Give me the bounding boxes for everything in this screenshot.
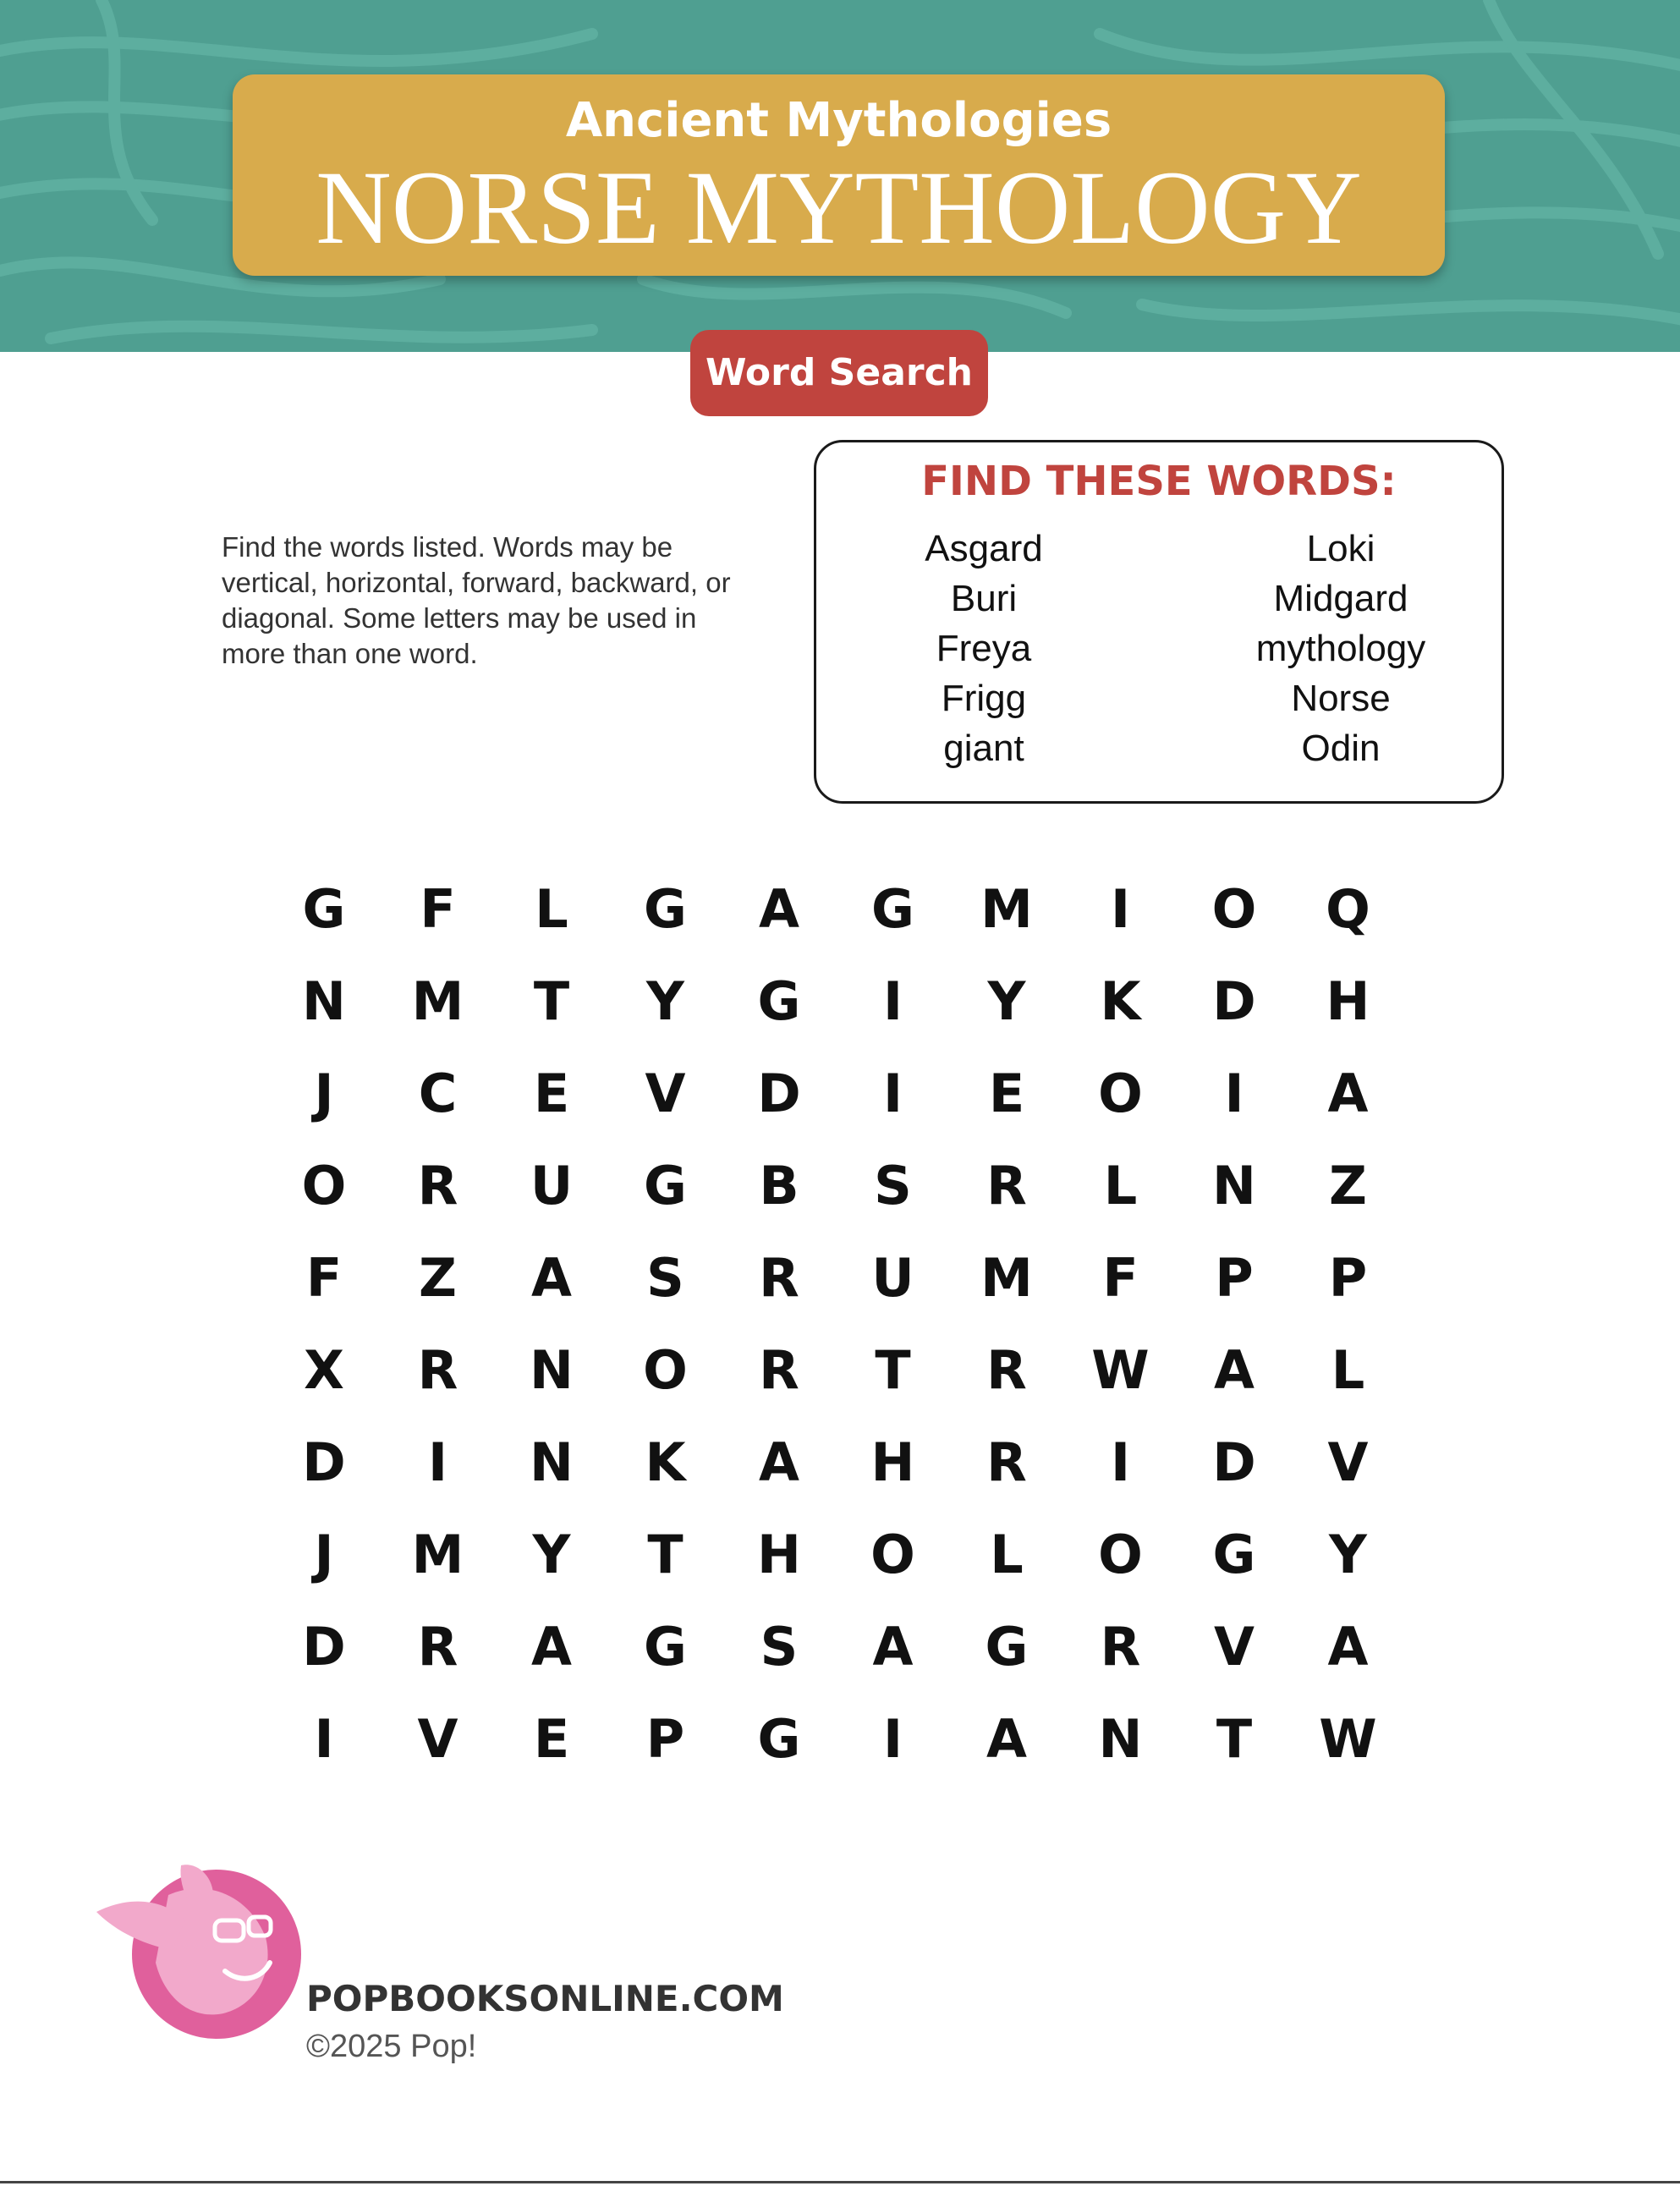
- word-item: mythology: [1255, 628, 1426, 669]
- grid-row: [267, 1425, 1409, 1501]
- grid-letter: C: [418, 1063, 458, 1124]
- series-title: Ancient Mythologies: [565, 93, 1112, 148]
- grid-letter: F: [1102, 1247, 1139, 1309]
- grid-letter: I: [1110, 878, 1131, 940]
- grid-letter: P: [1215, 1247, 1254, 1309]
- grid-letter: E: [533, 1063, 570, 1124]
- grid-letter: G: [644, 1155, 687, 1217]
- grid-letter: Y: [532, 1524, 571, 1585]
- grid-letter: I: [1110, 1431, 1131, 1493]
- grid-letter: G: [644, 878, 687, 940]
- word-item: giant: [943, 728, 1024, 769]
- grid-letter: W: [1319, 1708, 1377, 1770]
- grid-letter: B: [759, 1155, 799, 1217]
- grid-letter: A: [986, 1708, 1027, 1770]
- grid-row: [267, 1056, 1409, 1132]
- grid-letter: L: [535, 878, 568, 940]
- grid-letter: G: [1212, 1524, 1256, 1585]
- grid-letter: J: [314, 1524, 334, 1585]
- grid-row: [267, 871, 1409, 947]
- grid-letter: M: [980, 1247, 1033, 1309]
- grid-letter: R: [759, 1339, 799, 1401]
- grid-letter: D: [1212, 970, 1256, 1032]
- grid-letter: Z: [419, 1247, 457, 1309]
- grid-letter: J: [314, 1063, 334, 1124]
- grid-letter: L: [1103, 1155, 1138, 1217]
- word-list-left-column: [840, 524, 1128, 773]
- grid-letter: R: [986, 1431, 1027, 1493]
- grid-letter: V: [1327, 1431, 1369, 1493]
- grid-row: [267, 1148, 1409, 1224]
- word-item: Frigg: [941, 678, 1027, 719]
- word-list-right-column: [1197, 524, 1485, 773]
- word-list-box: [814, 440, 1504, 804]
- grid-letter: A: [1327, 1063, 1369, 1124]
- grid-letter: Q: [1326, 878, 1370, 940]
- grid-letter: M: [980, 878, 1033, 940]
- grid-letter: K: [645, 1431, 686, 1493]
- grid-letter: S: [646, 1247, 684, 1309]
- grid-letter: T: [533, 970, 570, 1032]
- grid-letter: Z: [1329, 1155, 1367, 1217]
- grid-letter: A: [872, 1616, 914, 1678]
- grid-letter: A: [759, 878, 799, 940]
- grid-letter: D: [1212, 1431, 1256, 1493]
- grid-letter: U: [871, 1247, 914, 1309]
- word-item: Buri: [950, 578, 1018, 619]
- grid-row: [267, 1517, 1409, 1593]
- grid-letter: E: [988, 1063, 1025, 1124]
- grid-letter: L: [1331, 1339, 1365, 1401]
- grid-letter: T: [1216, 1708, 1253, 1770]
- grid-letter: T: [875, 1339, 911, 1401]
- grid-letter: V: [1214, 1616, 1255, 1678]
- grid-row: [267, 1332, 1409, 1409]
- grid-letter: I: [1224, 1063, 1244, 1124]
- grid-letter: O: [301, 1155, 347, 1217]
- grid-row: [267, 1609, 1409, 1685]
- grid-letter: F: [305, 1247, 343, 1309]
- grid-letter: G: [757, 970, 801, 1032]
- grid-letter: K: [1100, 970, 1141, 1032]
- grid-letter: I: [314, 1708, 334, 1770]
- grid-letter: G: [985, 1616, 1029, 1678]
- word-item: Midgard: [1273, 578, 1408, 619]
- grid-letter: O: [870, 1524, 915, 1585]
- grid-letter: D: [302, 1616, 346, 1678]
- grid-letter: R: [417, 1616, 458, 1678]
- grid-letter: V: [417, 1708, 458, 1770]
- grid-letter: N: [530, 1431, 574, 1493]
- word-item: Loki: [1306, 528, 1375, 569]
- grid-letter: A: [531, 1247, 572, 1309]
- grid-letter: N: [1212, 1155, 1256, 1217]
- grid-letter: A: [1327, 1616, 1369, 1678]
- grid-letter: I: [427, 1431, 448, 1493]
- title-banner: [233, 74, 1445, 276]
- grid-letter: A: [759, 1431, 799, 1493]
- grid-letter: G: [757, 1708, 801, 1770]
- grid-letter: W: [1091, 1339, 1150, 1401]
- main-title: NORSE MYTHOLOGY: [316, 150, 1362, 266]
- activity-label: Word Search: [690, 330, 988, 416]
- grid-letter: S: [760, 1616, 799, 1678]
- site-url: POPBOOKSONLINE.COM: [306, 1978, 784, 2019]
- grid-letter: N: [530, 1339, 574, 1401]
- grid-letter: R: [986, 1339, 1027, 1401]
- grid-letter: S: [874, 1155, 912, 1217]
- grid-row: [267, 1240, 1409, 1316]
- grid-row: [267, 964, 1409, 1040]
- grid-letter: N: [302, 970, 346, 1032]
- grid-letter: D: [302, 1431, 346, 1493]
- grid-letter: I: [882, 1708, 903, 1770]
- grid-letter: I: [882, 1063, 903, 1124]
- grid-letter: G: [302, 878, 346, 940]
- grid-letter: O: [1211, 878, 1257, 940]
- grid-letter: E: [533, 1708, 570, 1770]
- grid-letter: I: [882, 970, 903, 1032]
- grid-letter: N: [1098, 1708, 1143, 1770]
- grid-letter: O: [1098, 1063, 1143, 1124]
- grid-letter: H: [870, 1431, 915, 1493]
- grid-letter: R: [759, 1247, 799, 1309]
- grid-letter: P: [1328, 1247, 1368, 1309]
- word-item: Norse: [1291, 678, 1391, 719]
- grid-letter: R: [417, 1155, 458, 1217]
- bottom-divider: [0, 2181, 1680, 2183]
- word-list-heading: FIND THESE WORDS:: [921, 458, 1397, 505]
- grid-letter: X: [304, 1339, 344, 1401]
- word-item: Asgard: [925, 528, 1043, 569]
- grid-letter: O: [643, 1339, 688, 1401]
- grid-letter: Y: [1329, 1524, 1367, 1585]
- copyright-text: ©2025 Pop!: [306, 2029, 477, 2064]
- grid-letter: A: [531, 1616, 572, 1678]
- grid-letter: G: [871, 878, 914, 940]
- grid-letter: V: [645, 1063, 686, 1124]
- grid-letter: T: [647, 1524, 684, 1585]
- grid-letter: H: [757, 1524, 801, 1585]
- grid-letter: U: [530, 1155, 574, 1217]
- grid-letter: F: [420, 878, 456, 940]
- grid-letter: O: [1098, 1524, 1143, 1585]
- grid-letter: L: [990, 1524, 1024, 1585]
- pop-mascot-logo: [88, 1861, 316, 2039]
- grid-letter: M: [411, 1524, 464, 1585]
- grid-letter: D: [757, 1063, 801, 1124]
- word-item: Odin: [1301, 728, 1381, 769]
- grid-letter: Y: [987, 970, 1026, 1032]
- grid-letter: H: [1326, 970, 1370, 1032]
- word-item: Freya: [936, 628, 1032, 669]
- grid-letter: M: [411, 970, 464, 1032]
- grid-letter: R: [986, 1155, 1027, 1217]
- grid-letter: P: [645, 1708, 685, 1770]
- grid-row: [267, 1701, 1409, 1777]
- grid-letter: G: [644, 1616, 687, 1678]
- grid-letter: Y: [646, 970, 684, 1032]
- grid-letter: R: [1100, 1616, 1141, 1678]
- instructions-text: Find the words listed. Words may be vertical, horizontal, forward, backward, or diagonal. Some letters may be used in more than one word.: [222, 531, 731, 669]
- grid-letter: R: [417, 1339, 458, 1401]
- grid-letter: A: [1214, 1339, 1255, 1401]
